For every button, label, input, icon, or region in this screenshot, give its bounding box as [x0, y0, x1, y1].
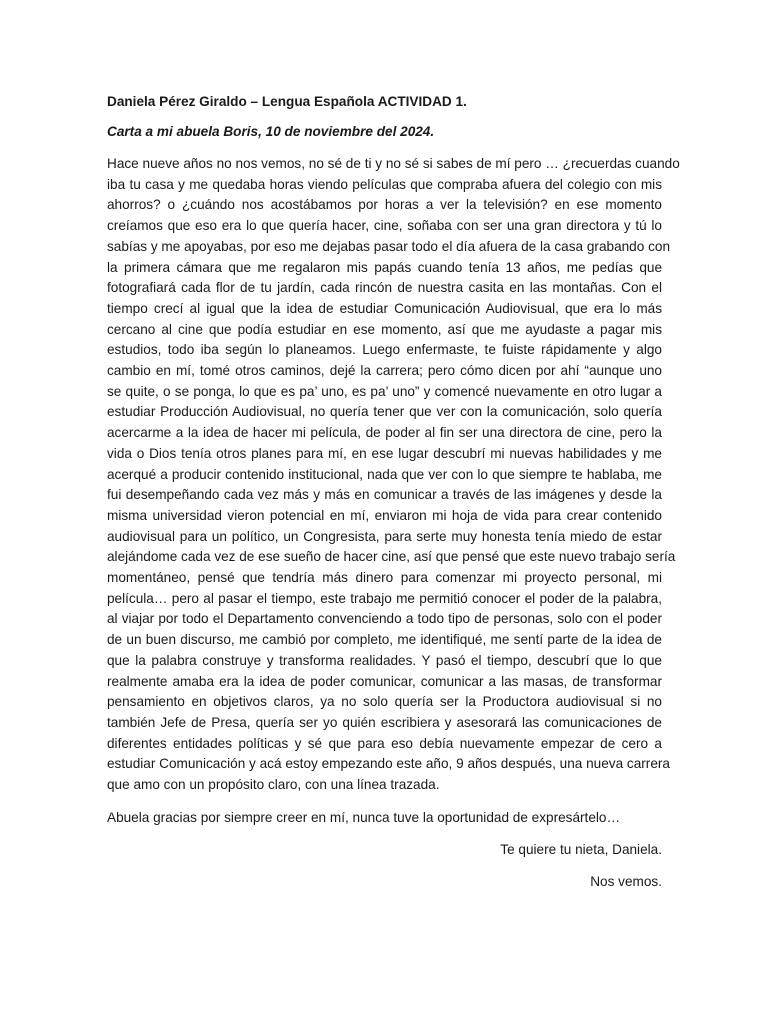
body-line: fui desempeñando cada vez más y más en comunicar a través de las imágenes y desde la	[107, 487, 662, 503]
body-line: fotografiará cada flor de tu jardín, cada rincón de nuestra casita en las montañas. Con el	[107, 280, 662, 296]
body-line: misma universidad vieron potencial en mí, enviaron mi hoja de vida para crear contenido	[107, 507, 662, 523]
body-line: realmente amaba era la idea de poder comunicar, comunicar a las masas, de transformar	[107, 673, 662, 689]
body-line: estudiar Producción Audiovisual, no quería tener que ver con la comunicación, solo quería	[107, 404, 662, 420]
body-line: iba tu casa y me quedaba horas viendo películas que compraba afuera del colegio con mis	[107, 176, 662, 192]
body-line: creíamos que eso era lo que quería hacer, cine, soñaba con ser una gran directora y tú lo	[107, 218, 662, 234]
body-line: ahorros? o ¿cuándo nos acostábamos por horas a ver la televisión? en ese momento	[107, 197, 662, 213]
document-page	[107, 92, 680, 892]
body-line: sabías y me apoyabas, por eso me dejabas pasar todo el día afuera de la casa grabando con	[107, 238, 670, 254]
body-line: también Jefe de Presa, quería ser yo quién escribiera y asesorará las comunicaciones de	[107, 714, 662, 730]
body-line: se quite, o se ponga, lo que es pa’ uno, es pa’ uno” y comencé nuevamente en otro lugar a	[107, 383, 662, 399]
body-line: diferentes entidades políticas y sé que para eso debía nuevamente empezar de cero a	[107, 735, 662, 751]
body-line: que amo con un propósito claro, con una línea trazada.	[107, 777, 440, 793]
letter-farewell: Nos vemos.	[590, 873, 662, 889]
letter-body	[107, 154, 680, 796]
body-line: al viajar por todo el Departamento convenciendo a todo tipo de personas, solo con el poder	[107, 611, 662, 627]
body-line: que la palabra construye y transforma realidades. Y pasó el tiempo, descubrí que lo que	[107, 652, 662, 668]
body-line: alejándome cada vez de ese sueño de hacer cine, así que pensé que este nuevo trabajo sería	[107, 549, 676, 565]
letter-closing: Abuela gracias por siempre creer en mí, nunca tuve la oportunidad de expresártelo…	[107, 809, 621, 825]
body-line: acerqué a producir contenido institucional, nada que ver con lo que siempre te hablaba, me	[107, 466, 662, 482]
document-heading: Daniela Pérez Giraldo – Lengua Española ACTIVIDAD 1.	[107, 94, 467, 109]
body-line: acercarme a la idea de hacer mi película, de poder al fin ser una directora de cine, pero la	[107, 425, 662, 441]
body-line: pensamiento en objetivos claros, ya no solo quería ser la Productora audiovisual si no	[107, 694, 662, 710]
body-line: estudiar Comunicación y acá estoy empezando este año, 9 años después, una nueva carrera	[107, 756, 670, 772]
body-line: Hace nueve años no nos vemos, no sé de ti y no sé si sabes de mí pero … ¿recuerdas cuando	[107, 156, 680, 171]
letter-signature: Te quiere tu nieta, Daniela.	[500, 841, 662, 857]
letter-title: Carta a mi abuela Boris, 10 de noviembre del 2024.	[107, 124, 435, 139]
body-line: cercano al cine que podía estudiar en ese momento, así que me ayudaste a pagar mis	[107, 321, 662, 337]
body-line: cambio en mí, tomé otros caminos, dejé la carrera; pero cómo dicen por ahí “aunque uno	[107, 363, 662, 379]
body-line: vida o Dios tenía otros planes para mí, en ese lugar descubrí mi nuevas habilidades y me	[107, 445, 662, 461]
body-line: la primera cámara que me regalaron mis papás cuando tenía 13 años, me pedías que	[107, 259, 662, 275]
body-line: momentáneo, pensé que tendría más dinero para comenzar mi proyecto personal, mi	[107, 570, 662, 586]
body-line: audiovisual para un político, un Congresista, para serte muy honesta tenía miedo de estar	[107, 528, 662, 544]
body-line: tiempo crecí al igual que la idea de estudiar Comunicación Audiovisual, que era lo más	[107, 300, 662, 316]
body-line: de un buen discurso, me cambió por completo, me identifiqué, me sentí parte de la idea de	[107, 632, 662, 648]
body-line: estudios, todo iba según lo planeamos. Luego enfermaste, te fuiste rápidamente y algo	[107, 342, 662, 358]
body-line: película… pero al pasar el tiempo, este trabajo me permitió conocer el poder de la palabra,	[107, 590, 662, 606]
